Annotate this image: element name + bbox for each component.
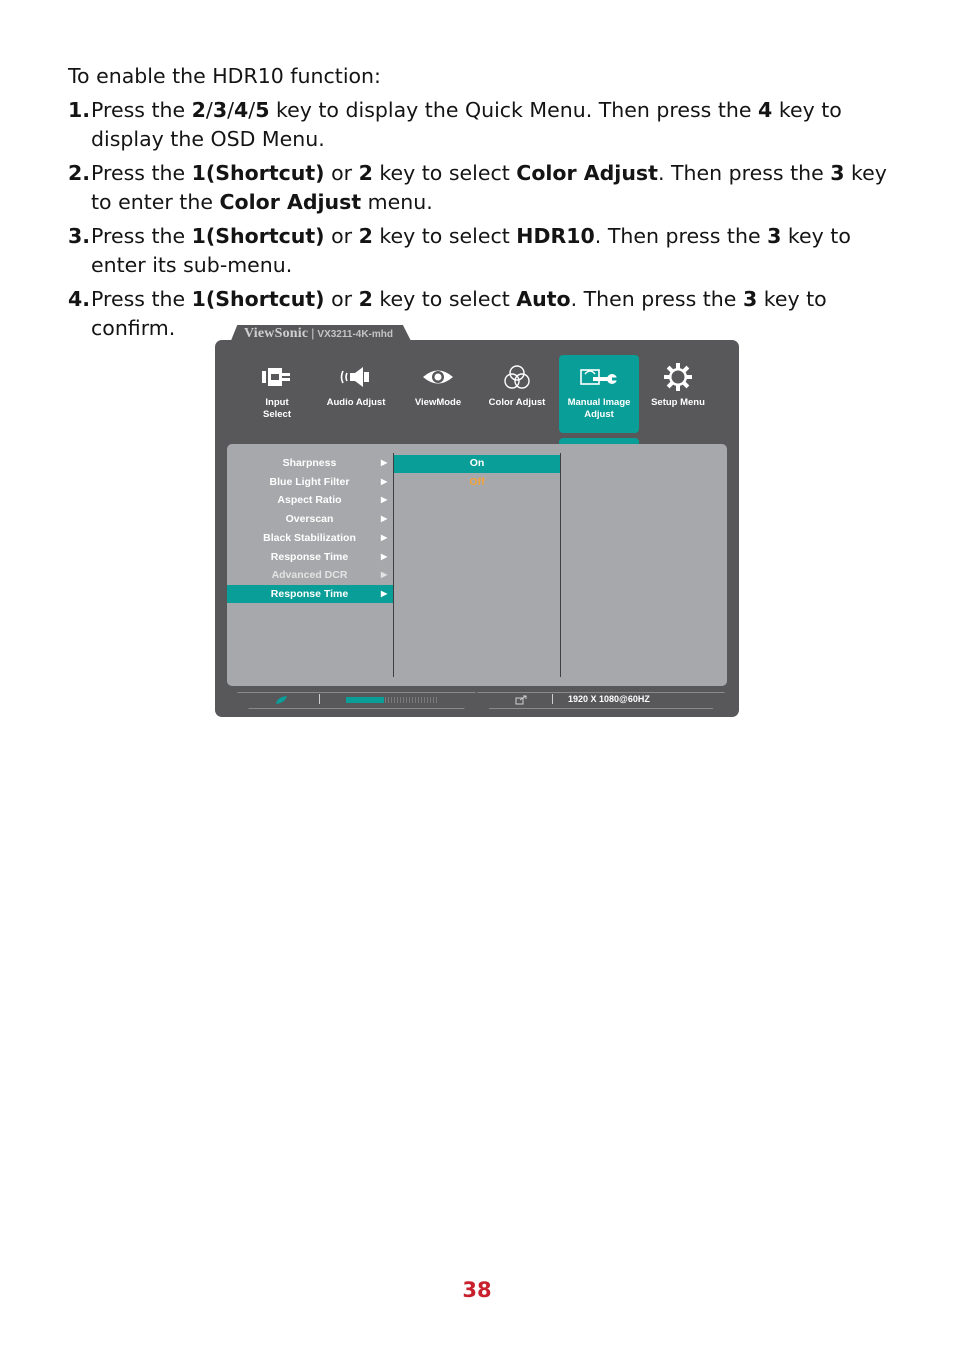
arrow-right-icon: ▶ bbox=[381, 533, 388, 542]
step-text: key to display the OSD Menu. bbox=[91, 98, 842, 151]
step-text: Press the bbox=[91, 161, 192, 185]
step-text: key to enter the bbox=[91, 161, 887, 214]
nav-label: Color Adjust bbox=[488, 397, 546, 408]
nav-color-adjust[interactable] bbox=[477, 355, 557, 433]
link-icon bbox=[515, 695, 527, 705]
menu-item-overscan[interactable]: Overscan ▶ bbox=[285, 513, 388, 525]
step-keyword: Color Adjust bbox=[516, 161, 658, 185]
steps-list bbox=[68, 96, 898, 343]
step-keyword: 5 bbox=[255, 98, 270, 122]
submenu-option-on[interactable]: On bbox=[394, 455, 560, 473]
menu-item-response-time-selected[interactable]: Response Time ▶ bbox=[227, 585, 393, 603]
step-text: or bbox=[324, 161, 359, 185]
step-3 bbox=[68, 222, 898, 280]
arrow-right-icon: ▶ bbox=[381, 552, 388, 561]
audio-adjust-icon bbox=[339, 365, 373, 389]
brand-logo: ViewSonic bbox=[244, 326, 309, 341]
step-number: 1. bbox=[68, 98, 91, 122]
step-text: / bbox=[227, 98, 235, 122]
step-text: key to display the Quick Menu. Then press the bbox=[269, 98, 759, 122]
step-number: 4. bbox=[68, 287, 91, 311]
step-2 bbox=[68, 159, 898, 217]
manual-image-adjust-icon bbox=[579, 364, 619, 390]
nav-input-select[interactable] bbox=[237, 355, 317, 433]
intro-text: To enable the HDR10 function: bbox=[68, 64, 381, 88]
nav-setup-menu[interactable] bbox=[638, 355, 718, 433]
step-text: / bbox=[248, 98, 256, 122]
level-bar-fill bbox=[346, 697, 384, 703]
step-keyword: 2 bbox=[358, 287, 373, 311]
step-keyword: Color Adjust bbox=[219, 190, 362, 214]
step-keyword: 3 bbox=[212, 98, 228, 122]
submenu-option-off[interactable]: Off bbox=[469, 476, 485, 488]
step-keyword: 3 bbox=[742, 287, 758, 311]
step-4 bbox=[68, 285, 898, 343]
step-text: . Then press the bbox=[594, 224, 768, 248]
nav-manual-image-adjust[interactable] bbox=[559, 355, 639, 433]
viewmode-eye-icon bbox=[421, 366, 455, 388]
nav-label-2: Select bbox=[263, 409, 291, 420]
step-keyword: HDR10 bbox=[516, 224, 595, 248]
status-divider bbox=[319, 694, 320, 704]
resolution-readout: 1920 X 1080@60HZ bbox=[568, 694, 650, 704]
step-keyword: 1(Shortcut) bbox=[191, 224, 325, 248]
nav-label: Audio Adjust bbox=[326, 397, 386, 408]
step-text: Press the bbox=[91, 287, 192, 311]
eco-leaf-icon bbox=[275, 695, 289, 705]
step-keyword: Auto bbox=[516, 287, 571, 311]
input-select-icon bbox=[260, 366, 294, 388]
arrow-right-icon: ▶ bbox=[381, 589, 388, 598]
step-keyword: 1(Shortcut) bbox=[191, 161, 325, 185]
arrow-right-icon: ▶ bbox=[381, 570, 388, 579]
step-keyword: 1(Shortcut) bbox=[191, 287, 325, 311]
step-text: or bbox=[324, 224, 359, 248]
osd-status-bar bbox=[237, 692, 725, 708]
step-keyword: 3 bbox=[767, 224, 782, 248]
nav-label: Input bbox=[265, 397, 289, 408]
menu-item-aspect-ratio[interactable]: Aspect Ratio ▶ bbox=[277, 494, 388, 506]
nav-label-2: Adjust bbox=[584, 409, 614, 420]
arrow-right-icon: ▶ bbox=[381, 514, 388, 523]
menu-item-response-time[interactable]: Response Time ▶ bbox=[270, 551, 388, 563]
step-keyword: 4 bbox=[234, 98, 249, 122]
nav-viewmode[interactable] bbox=[398, 355, 478, 433]
menu-item-sharpness[interactable]: Sharpness ▶ bbox=[282, 457, 388, 469]
status-divider bbox=[552, 694, 553, 704]
step-text: menu. bbox=[361, 190, 433, 214]
step-text: Press the bbox=[91, 98, 192, 122]
page-number: 38 bbox=[462, 1278, 492, 1302]
gear-icon bbox=[663, 362, 693, 392]
step-keyword: 3 bbox=[830, 161, 845, 185]
step-text: key to select bbox=[372, 287, 517, 311]
step-text: key to select bbox=[372, 161, 517, 185]
step-number: 2. bbox=[68, 161, 91, 185]
column-divider bbox=[560, 453, 561, 677]
nav-label: ViewMode bbox=[414, 397, 462, 408]
step-1 bbox=[68, 96, 898, 154]
step-keyword: 4 bbox=[758, 98, 773, 122]
step-text: key to enter its sub-menu. bbox=[91, 224, 851, 277]
arrow-right-icon: ▶ bbox=[381, 458, 388, 467]
menu-item-advanced-dcr[interactable]: Advanced DCR ▶ bbox=[271, 569, 388, 581]
step-text: or bbox=[324, 287, 359, 311]
menu-item-blue-light-filter[interactable]: Blue Light Filter ▶ bbox=[269, 476, 388, 488]
step-text: key to select bbox=[372, 224, 517, 248]
osd-main-nav bbox=[237, 355, 717, 435]
step-text: key to confirm. bbox=[91, 287, 827, 340]
nav-label: Manual Image bbox=[567, 397, 631, 408]
nav-label: Setup Menu bbox=[651, 397, 705, 408]
model-name: VX3211-4K-mhd bbox=[317, 329, 393, 340]
brand-label: ViewSonic | VX3211-4K-mhd bbox=[244, 326, 393, 341]
color-adjust-icon bbox=[502, 363, 532, 391]
instructions bbox=[68, 62, 898, 348]
step-text: / bbox=[205, 98, 213, 122]
arrow-right-icon: ▶ bbox=[381, 477, 388, 486]
nav-audio-adjust[interactable] bbox=[316, 355, 396, 433]
step-text: . Then press the bbox=[570, 287, 743, 311]
step-text: . Then press the bbox=[657, 161, 831, 185]
arrow-right-icon: ▶ bbox=[381, 495, 388, 504]
step-keyword: 2 bbox=[358, 224, 373, 248]
step-keyword: 2 bbox=[358, 161, 373, 185]
menu-item-black-stabilization[interactable]: Black Stabilization ▶ bbox=[263, 532, 388, 544]
step-number: 3. bbox=[68, 224, 91, 248]
step-text: Press the bbox=[91, 224, 192, 248]
step-keyword: 2 bbox=[191, 98, 206, 122]
